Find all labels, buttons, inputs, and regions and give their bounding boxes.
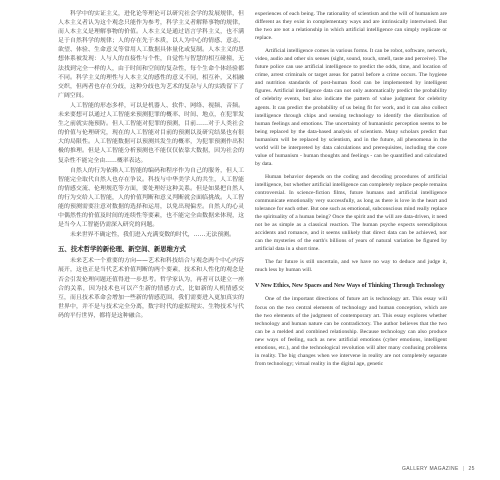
english-paragraph: Human behavior depends on the coding and decoding procedures of artificial intelligence, but whether artificial intelligence can completely replace people remains controversial. In science-fiction films, future humans and artificial intelligence communicate emotionally very successfully, as long as there is love in the heart and tolerance for each other. But one such as emotional, subconscious mind really replace the spirituality of a human being? Once the spirit and the will are data-driven, it need not be as simple as a classical reaction. The human psyche expects serendipitous accidents and romance, and it seems unlikely that direct data can be achieved, nor can the mysteries of the earth's billions of years of natural variation be figured by artificial data in a short time.: [255, 173, 447, 253]
english-section-heading: V New Ethics, New Spaces and New Ways of Thinking Through Technology: [255, 283, 445, 290]
page-footer: [402, 466, 475, 472]
chinese-paragraph: 自然人的行为依赖人工智能的编码和程序作为自己的服务，但人工智能完全取代自然人也存在争议。科技与中华美学人的共生，人工智能的情感交流、伦理规范等方面，要处理好这种关系。但是如果把自然人的行为交给人工智能，人的价值判断和意义判断就会面临挑战。人工智能的预测需要注意对数据的选择和运用，以免出现偏差。自然人的心灵中偶然性的价值及时间的连续性等要素，也不能完全由数据来体现，这是当今人工智能仍需深入研究的问题。: [58, 167, 244, 229]
english-paragraph: The far future is still uncertain, and we have no way to deduce and judge it, much less by human will.: [255, 259, 447, 274]
chinese-section-heading: 五、技术哲学的新伦理、新空间、新思维方式: [58, 245, 186, 254]
english-paragraph: experiences of each being. The rationality of scientism and the will of humanism are different as they exist in complementary ways and are intrinsically intertwined. But the two are not a relationship in which artificial intelligence can simply replicate or replace.: [255, 11, 447, 42]
english-paragraph: Artificial intelligence comes in various forms. It can be robot, software, network, video, audio and other six senses (sight, sound, touch, smell, taste and perceive). The future police can use artificial intelligence to predict the odds, time, and location of crime, arrest criminals or target areas for patrol before a crime occurs. The hygiene and nutrition standards of post-human food can be implemented by intelligent figures. Artificial intelligence data can not only automatically predict the probability of celebrity events, but also indicate the pattern of value judgment for celebrity agents. It can predict the probability of us being fit for work, and it can also collect intelligence through chips and sensing technology to identify the distribution of human feelings and emotions. The uncertainty of humanistic perception seems to be being replaced by the data-based analysis of scientism. Many scholars predict that humanism will be replaced by scientism, and in the future, all phenomena in the world will be interpreted by data calculations and prerequisites, including the core value of humanism - human thoughts and feelings - can be quantified and calculated by data.: [255, 48, 447, 167]
chinese-paragraph: 人工智能的形态多样，可以是机器人、软件、网络、视频、音频。未来要想可以通过人工智能来预测犯罪的概率、时间、地点，在犯罪发生之前就实施预防。但人工智能对犯罪的预测，目前……对于人类社会的价值与伦理研究，现在的人工智能对目前的预测以及研究结果也有很大的局限性。人工智能数据可以预测其发生的概率，为犯罪预测作出积极的推理。但是人工智能分析预测也不能仅仅依靠大数据，因为社会的复杂性不能完全由……概率表达。: [58, 102, 244, 164]
chinese-paragraph: 未来世界不确定性，我们进入充满变数的时代，……无法预测。: [70, 232, 235, 239]
chinese-text-column: [58, 10, 244, 464]
footer-separator: |: [462, 466, 465, 472]
english-text-column: [255, 10, 447, 464]
chinese-paragraph: 科学中的实证主义，进化论等理论可以研究社会学的发展规律，但人本主义者认为这个观念只能作为参考，科学主义者解释事物的规律，而人本主义是理解事物的价值。人本主义是通过语言学科主义，也不满足于自然科学的规律；人的存在先于本质，以人为中心的情感、意志、欲望、体验、生命意义等常用人工数据具体量化或复制。人本主义的思想体系被发现：人与人的直接性与个性，自觉性与智慧的相互碰撞，无法找到完全一样的人，由于时间和空间的复杂性，每个生命个体经验都不同。科学主义的理性与人本主义的感性的意义不同，相互补，又相融交织，但两者也存在分歧，这种分歧也为艺术的复杂与人的实践留下了广阔空间。: [58, 11, 244, 99]
chinese-paragraph: 未来艺术一个重要的方向——艺术和科技结合与观念两个中心内容展开，这也正是当代艺术价值判断的两个要素，技术和人性化的观念是否会引发伦理问题还值得进一步思考。哲学家认为，再者可以建立一座合的关系，因为技术也可以产生新的情感方式，比如新的人机情感交互，而且技术革命会增加一些新的情感范围，我们需要进入更加真实的世界中，并不是与技术完全分离，数字时代的虚拟现实、生物技术与代码的平行世界，都将是这种融合。: [58, 258, 244, 319]
page-number: 25: [468, 466, 475, 472]
english-paragraph: One of the important directions of future art is technology art. This essay will focus on the two central elements of technology and human conception, which are the two elements of the judgment of contemporary art. This essay explores whether technology and human nature can be contradictory. The author believes that the two can be a melded and combined relationship. Because technology can also produce new ways of feeling, such as new artificial emotions (cyber emotions, intelligent emotions, etc.), and the technological revolution will alter many confusing problems in reality. The big changes when we intervene in reality are not completely separate from technology; virtual reality in the digital age, genetic: [255, 296, 447, 367]
magazine-name: GALLERY MAGAZINE: [402, 466, 459, 472]
